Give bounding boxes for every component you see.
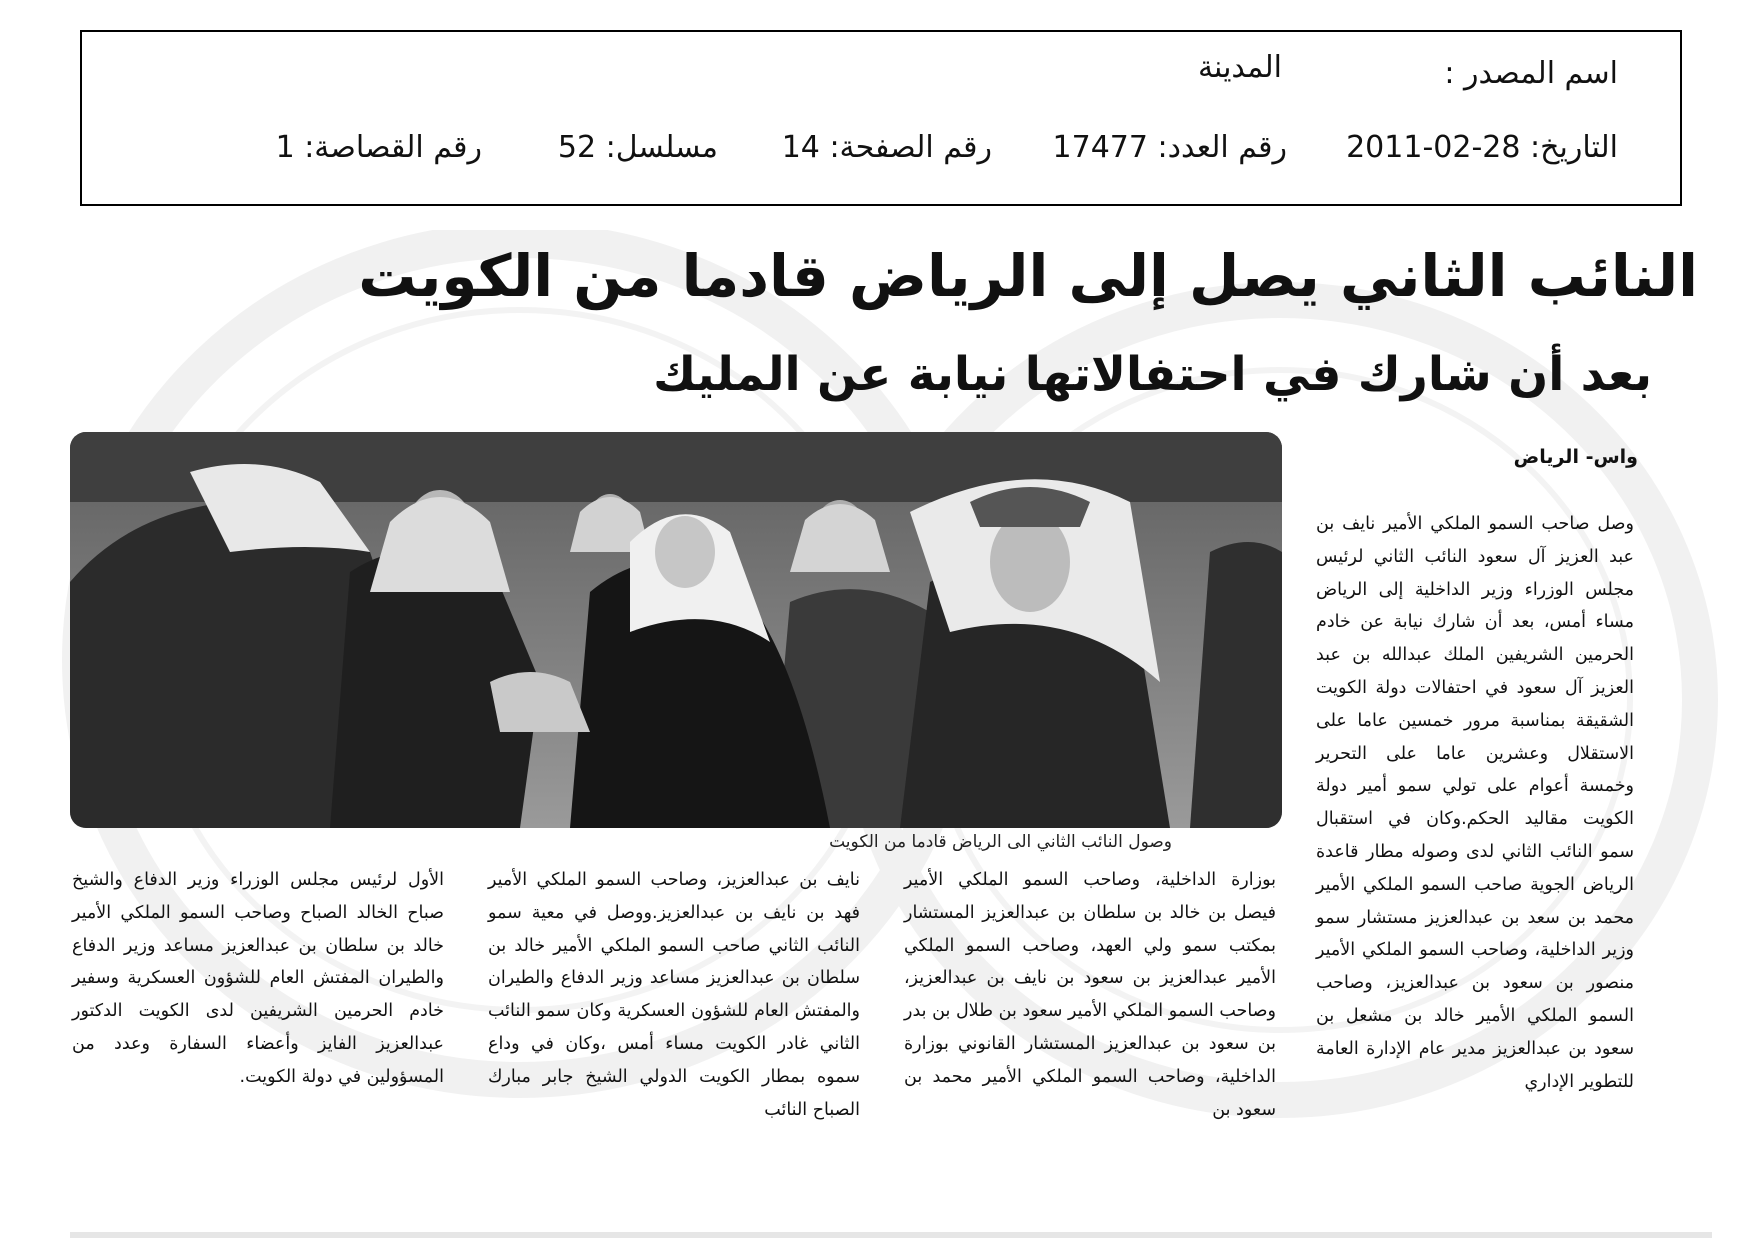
byline: واس- الرياض <box>1513 446 1638 468</box>
article-column-4: الأول لرئيس مجلس الوزراء وزير الدفاع والشيخ صباح الخالد الصباح وصاحب السمو الملكي الأمير خالد بن سلطان بن عبدالعزيز مساعد وزير الدفاع والطيران المفتش العام للشؤون العسكرية وسفير خادم الحرمين الشريفين لدى الكويت الدكتور عبدالعزيز الفايز وأعضاء السفارة وعدد من المسؤولين في دولة الكويت. <box>72 870 444 1087</box>
article-column-1: وصل صاحب السمو الملكي الأمير نايف بن عبد العزيز آل سعود النائب الثاني لرئيس مجلس الوزراء وزير الداخلية إلى الرياض مساء أمس، بعد أن شارك نيابة عن خادم الحرمين الشريفين الملك عبدالله بن عبد العزيز آل سعود في احتفالات دولة الكويت الشقيقة بمناسبة مرور خمسين عاما على الاستقلال وعشرين عاما على التحرير وخمسة أعوام على تولي سمو أمير دولة الكويت مقاليد الحكم.وكان في استقبال سمو النائب الثاني لدى وصوله مطار قاعدة الرياض الجوية صاحب السمو الملكي الأمير محمد بن سعد بن عبدالعزيز مستشار سمو وزير الداخلية، وصاحب السمو الملكي الأمير منصور بن سعود بن عبدالعزيز، وصاحب السمو الملكي الأمير خالد بن مشعل بن سعود بن عبدالعزيز مدير عام الإدارة العامة للتطوير الإداري <box>1316 514 1634 1092</box>
headline: النائب الثاني يصل إلى الرياض قادما من الكويت <box>358 242 1698 310</box>
clip-number: رقم القصاصة: 1 <box>275 130 482 165</box>
article-column-3: نايف بن عبدالعزيز، وصاحب السمو الملكي الأمير فهد بن نايف بن عبدالعزيز.ووصل في معية سمو النائب الثاني صاحب السمو الملكي الأمير خالد بن سلطان بن عبدالعزيز مساعد وزير الدفاع والطيران والمفتش العام للشؤون العسكرية وكان سمو النائب الثاني غادر الكويت مساء أمس ،وكان في وداع سموه بمطار الكويت الدولي الشيخ جابر مبارك الصباح النائب <box>488 870 860 1120</box>
date-field: التاريخ: 28-02-2011 <box>1346 130 1618 165</box>
source-metadata-box <box>80 30 1682 206</box>
photo-caption: وصول النائب الثاني الى الرياض قادما من الكويت <box>829 832 1172 852</box>
subheadline: بعد أن شارك في احتفالاتها نيابة عن المليك <box>653 347 1652 402</box>
issue-number: رقم العدد: 17477 <box>1052 130 1287 165</box>
article-column-2: بوزارة الداخلية، وصاحب السمو الملكي الأمير فيصل بن خالد بن سلطان بن عبدالعزيز المستشار بمكتب سمو ولي العهد، وصاحب السمو الملكي الأمير عبدالعزيز بن سعود بن نايف بن عبدالعزيز، وصاحب السمو الملكي الأمير سعود بن طلال بن بدر بن سعود بن عبدالعزيز المستشار القانوني بوزارة الداخلية، وصاحب السمو الملكي الأمير محمد بن سعود بن <box>904 870 1276 1120</box>
news-photo <box>70 432 1282 828</box>
source-label: اسم المصدر : <box>1444 56 1618 91</box>
page-number: رقم الصفحة: 14 <box>781 130 992 165</box>
serial-number: مسلسل: 52 <box>557 130 718 165</box>
source-value: المدينة <box>1197 50 1282 85</box>
bottom-divider <box>70 1232 1712 1238</box>
